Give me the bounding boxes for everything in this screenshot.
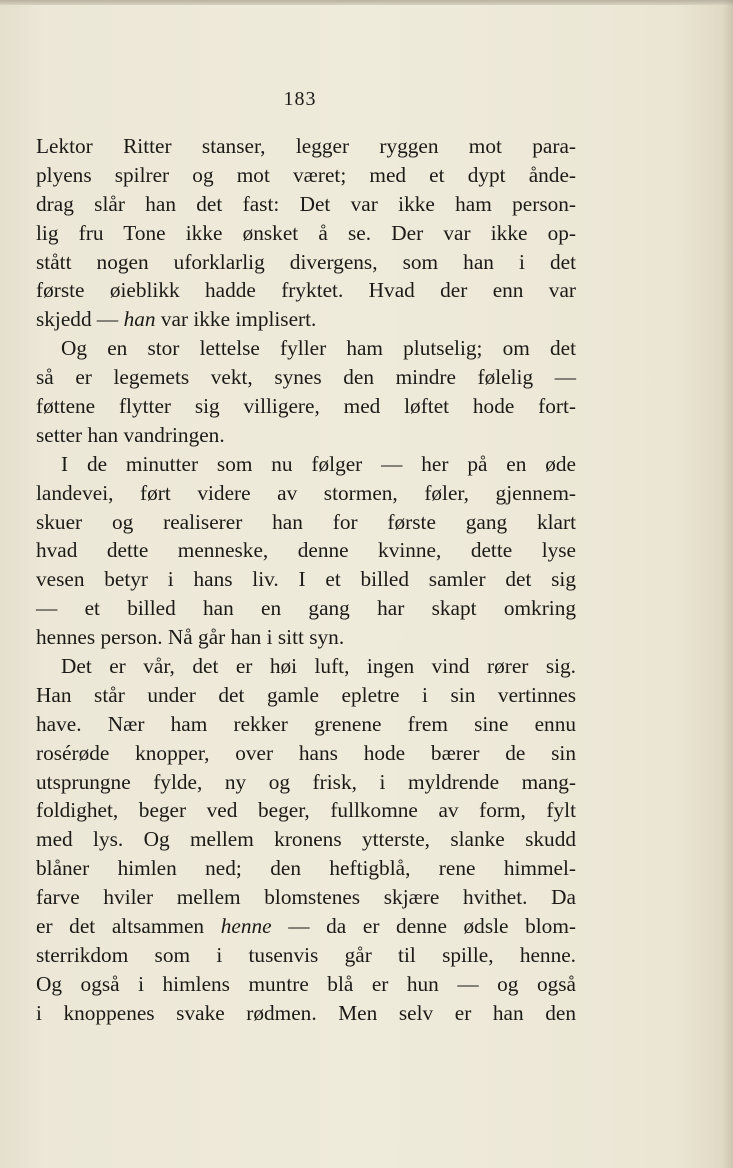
text-line: landevei, ført videre av stormen, føler, gjennem- [36,480,576,505]
text-line: — et billed han en gang har skapt omkring [36,596,576,621]
text-line: stått nogen uforklarlig divergens, som han i det [36,249,576,274]
page-top-edge [0,0,733,5]
emphasis-text: henne [220,914,272,939]
text-line: blåner himlen ned; den heftigblå, rene himmel- [36,856,576,881]
text-line: Og også i himlens muntre blå er hun — og også [36,971,576,996]
text-line: farve hviler mellem blomstenes skjære hvithet. Da [36,885,576,910]
text-line [36,305,576,334]
page-right-edge [723,0,733,1168]
text-span: — da er denne ødsle blom- [271,914,576,939]
text-span: var ikke implisert. [155,307,317,332]
body-text [36,132,576,1028]
text-line: i knoppenes svake rødmen. Men selv er han den [36,1000,576,1025]
text-line: føttene flytter sig villigere, med løftet hode fort- [36,394,576,419]
page-number: 183 [283,88,317,110]
emphasis-text: han [123,307,156,332]
text-line: drag slår han det fast: Det var ikke ham person- [36,191,576,216]
text-line: vesen betyr i hans liv. I et billed samler det sig [36,567,576,592]
text-line: Og en stor lettelse fyller ham plutselig; om det [61,336,576,361]
text-line: Lektor Ritter stanser, legger ryggen mot para- [36,134,576,158]
text-line: med lys. Og mellem kronens ytterste, slanke skudd [36,827,576,852]
text-line: have. Nær ham rekker grenene frem sine ennu [36,711,576,736]
text-line: setter han vandringen. [36,422,225,447]
text-line: utsprungne fylde, ny og frisk, i myldrende mang- [36,769,576,794]
text-line: plyens spilrer og mot været; med et dypt ånde- [36,162,576,187]
text-line: rosérøde knopper, over hans hode bærer de sin [36,740,576,765]
text-line: første øieblikk hadde fryktet. Hvad der enn var [36,278,576,303]
text-line: hvad dette menneske, denne kvinne, dette lyse [36,538,576,563]
text-span: er det altsammen [36,914,221,939]
text-line: hennes person. Nå går han i sitt syn. [36,625,345,650]
text-line: skuer og realiserer han for første gang klart [36,509,576,534]
text-line [36,912,576,941]
text-line: I de minutter som nu følger — her på en øde [61,451,576,476]
text-line: Han står under det gamle epletre i sin vertinnes [36,682,576,707]
text-span: skjedd — [36,307,124,332]
text-line: så er legemets vekt, synes den mindre følelig — [36,365,576,390]
text-line: lig fru Tone ikke ønsket å se. Der var ikke op- [36,220,576,245]
text-line: sterrikdom som i tusenvis går til spille, henne. [36,942,576,967]
text-line: foldighet, beger ved beger, fullkomne av form, fylt [36,798,576,823]
text-line: Det er vår, det er høi luft, ingen vind rører sig. [61,654,576,679]
